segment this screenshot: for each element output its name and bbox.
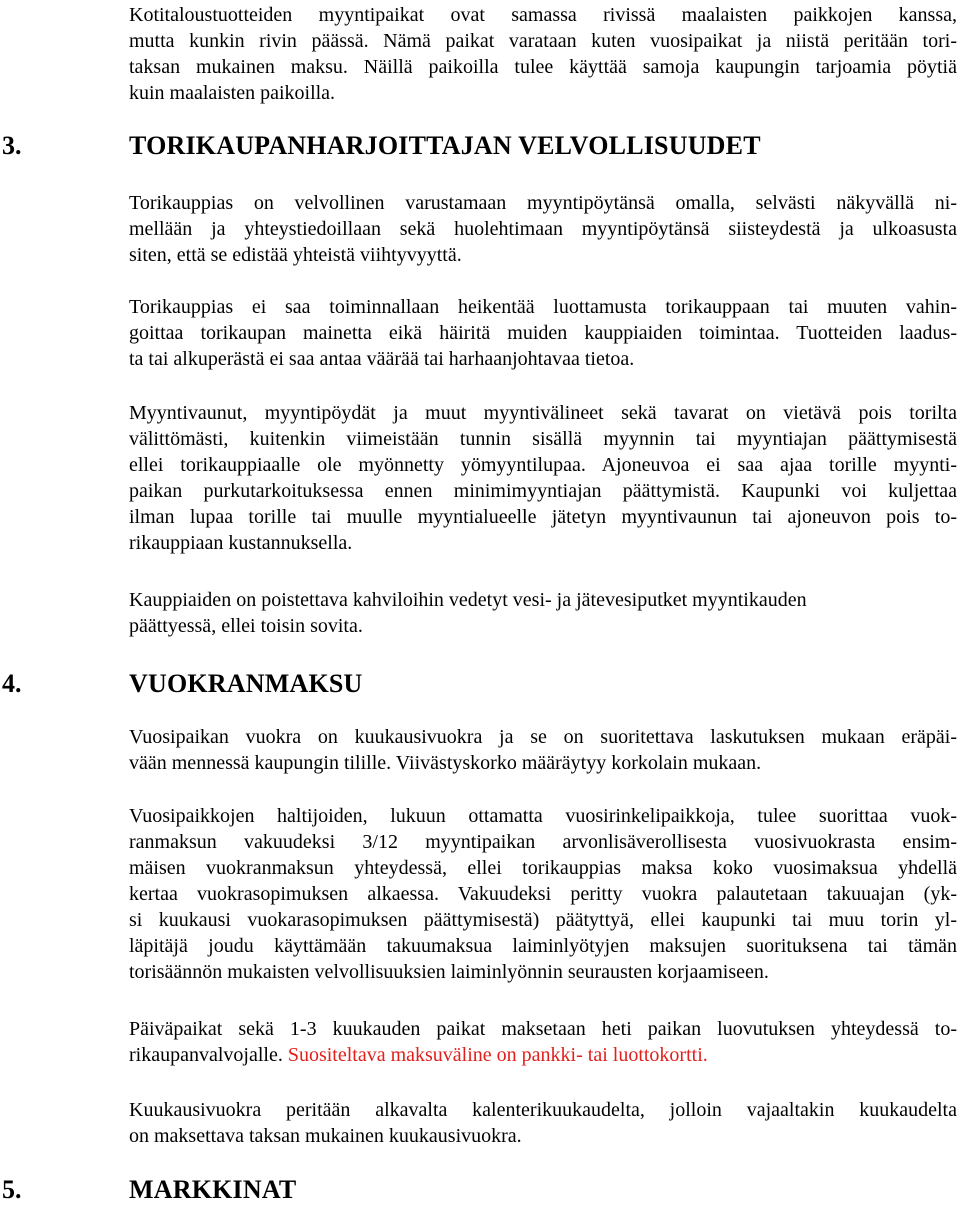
text-line: taksan mukainen maksu. Näillä paikoilla tulee käyttää samoja kaupungin tarjoamia pöytiä (129, 56, 957, 78)
text-line: välittömästi, kuitenkin viimeistään tunnin sisällä myynnin tai myyntiajan päättymisestä (129, 428, 957, 450)
text-line: on maksettava taksan mukainen kuukausivuokra. (129, 1125, 522, 1147)
section-4-paragraph-2 (129, 803, 957, 985)
section-5-heading (0, 1174, 960, 1206)
text-line: mutta kunkin rivin päässä. Nämä paikat varataan kuten vuosipaikat ja niistä peritään tori- (129, 30, 957, 52)
section-3-paragraph-1 (129, 190, 957, 268)
section-3-heading (0, 130, 960, 162)
section-number: 3. (2, 131, 22, 160)
text-line: läpitäjä joudu käyttämään takuumaksua laiminlyötyjen maksujen suorituksena tai tämän (129, 935, 957, 957)
intro-paragraph (129, 2, 957, 106)
text-line: mellään ja yhteystiedoillaan sekä huolehtimaan myyntipöytänsä siisteydestä ja ulkoasusta (129, 218, 957, 240)
text-line: Kotitaloustuotteiden myyntipaikat ovat samassa rivissä maalaisten paikkojen kanssa, (129, 4, 957, 26)
section-3-paragraph-4 (129, 587, 957, 639)
text-line: vään mennessä kaupungin tilille. Viivästyskorko määräytyy korkolain mukaan. (129, 752, 762, 774)
section-number: 4. (2, 669, 22, 698)
section-number: 5. (2, 1175, 22, 1204)
text-line: Myyntivaunut, myyntipöydät ja muut myyntivälineet sekä tavarat on vietävä pois torilta (129, 402, 957, 424)
text-line: paikan purkutarkoituksessa ennen minimimyyntiajan päättymistä. Kaupunki voi kuljettaa (129, 480, 957, 502)
text-line: goittaa torikaupan mainetta eikä häiritä muiden kauppiaiden toimintaa. Tuotteiden laadus- (129, 322, 957, 344)
section-3-paragraph-3 (129, 400, 957, 556)
text-line: torisäännön mukaisten velvollisuuksien laiminlyönnin seurausten korjaamiseen. (129, 961, 769, 983)
section-4-paragraph-1 (129, 724, 957, 776)
text-line: ilman lupaa torille tai muulle myyntialueelle jätetyn myyntivaunun tai ajoneuvon pois to- (129, 506, 957, 528)
text-line (129, 1042, 957, 1068)
text-line: päättyessä, ellei toisin sovita. (129, 615, 363, 637)
section-3-paragraph-2 (129, 294, 957, 372)
section-title: MARKKINAT (129, 1175, 297, 1204)
text-line: Vuosipaikkojen haltijoiden, lukuun ottamatta vuosirinkelipaikkoja, tulee suorittaa vuok- (129, 805, 957, 827)
text-line: ta tai alkuperästä ei saa antaa väärää tai harhaanjohtavaa tietoa. (129, 348, 635, 370)
text-line: Torikauppias ei saa toiminnallaan heikentää luottamusta torikauppaan tai muuten vahin- (129, 296, 957, 318)
plain-text: rikaupanvalvojalle. (129, 1044, 288, 1066)
section-title: VUOKRANMAKSU (129, 669, 363, 698)
text-line: mäisen vuokranmaksun yhteydessä, ellei torikauppias maksa koko vuosimaksua yhdellä (129, 857, 957, 879)
text-line: kertaa vuokrasopimuksen alkaessa. Vakuudeksi peritty vuokra palautetaan takuuajan (yk- (129, 883, 957, 905)
text-line: Kuukausivuokra peritään alkavalta kalenterikuukaudelta, jolloin vajaaltakin kuukaudelta (129, 1099, 957, 1121)
text-line: rikauppiaan kustannuksella. (129, 532, 353, 554)
text-line: Päiväpaikat sekä 1-3 kuukauden paikat maksetaan heti paikan luovutuksen yhteydessä to- (129, 1018, 957, 1040)
highlighted-text: Suositeltava maksuväline on pankki- tai luottokortti. (287, 1044, 708, 1066)
text-line: si kuukausi vuokarasopimuksen päättymisestä) päätyttyä, ellei kaupunki tai muu torin yl- (129, 909, 957, 931)
section-4-paragraph-3 (129, 1016, 957, 1068)
section-4-heading (0, 668, 960, 700)
text-line: siten, että se edistää yhteistä viihtyvyyttä. (129, 244, 462, 266)
text-line: Vuosipaikan vuokra on kuukausivuokra ja se on suoritettava laskutuksen mukaan eräpäi- (129, 726, 957, 748)
text-line: ellei torikauppiaalle ole myönnetty yömyyntilupaa. Ajoneuvoa ei saa ajaa torille myynti- (129, 454, 957, 476)
text-line: ranmaksun vakuudeksi 3/12 myyntipaikan arvonlisäverollisesta vuosivuokrasta ensim- (129, 831, 957, 853)
section-4-paragraph-4 (129, 1097, 957, 1149)
text-line: Kauppiaiden on poistettava kahviloihin vedetyt vesi- ja jätevesiputket myyntikauden (129, 589, 807, 611)
text-line: Torikauppias on velvollinen varustamaan myyntipöytänsä omalla, selvästi näkyvällä ni- (129, 192, 957, 214)
section-title: TORIKAUPANHARJOITTAJAN VELVOLLISUUDET (129, 131, 761, 160)
text-line: kuin maalaisten paikoilla. (129, 82, 336, 104)
